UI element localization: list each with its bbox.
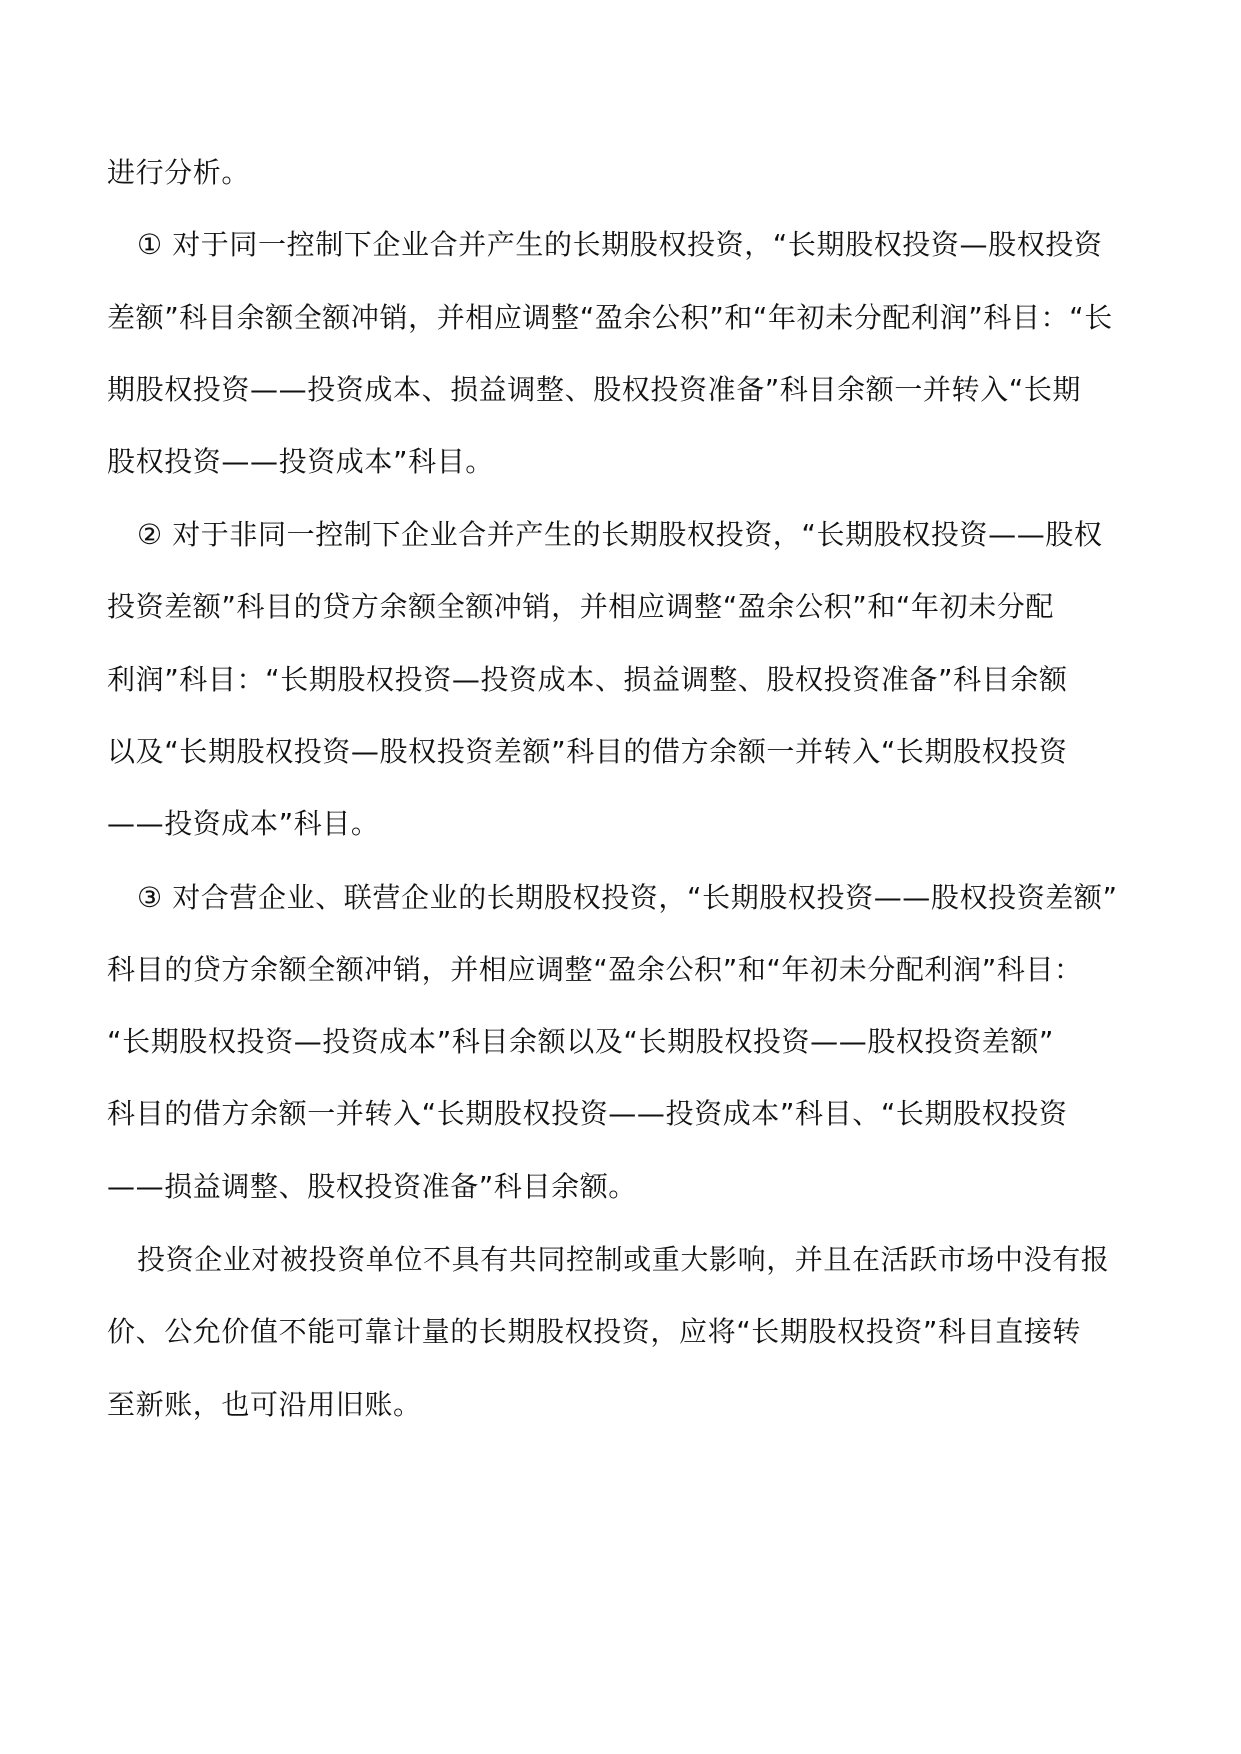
item-2-line-3: 利润”科目：“长期股权投资—投资成本、损益调整、股权投资准备”科目余额	[107, 663, 1068, 696]
closing-paragraph-line-2: 价、公允价值不能可靠计量的长期股权投资，应将“长期股权投资”科目直接转	[107, 1315, 1082, 1348]
item-1-line-4: 股权投资——投资成本”科目。	[107, 445, 494, 478]
item-3-line-1: ③ 对合营企业、联营企业的长期股权投资，“长期股权投资——股权投资差额”	[137, 881, 1118, 914]
item-2-line-1: ② 对于非同一控制下企业合并产生的长期股权投资，“长期股权投资——股权	[137, 518, 1103, 551]
item-3-line-2: 科目的贷方余额全额冲销，并相应调整“盈余公积”和“年初未分配利润”科目：	[107, 953, 1083, 986]
item-1-line-1: ① 对于同一控制下企业合并产生的长期股权投资，“长期股权投资—股权投资	[137, 228, 1103, 261]
item-3-line-3: “长期股权投资—投资成本”科目余额以及“长期股权投资——股权投资差额”	[107, 1025, 1055, 1058]
closing-paragraph-line-3: 至新账，也可沿用旧账。	[107, 1388, 422, 1421]
item-2-line-4: 以及“长期股权投资—股权投资差额”科目的借方余额一并转入“长期股权投资	[107, 735, 1068, 768]
closing-paragraph-line-1: 投资企业对被投资单位不具有共同控制或重大影响，并且在活跃市场中没有报	[137, 1243, 1110, 1276]
item-3-line-5: ——损益调整、股权投资准备”科目余额。	[107, 1170, 637, 1203]
item-1-line-3: 期股权投资——投资成本、损益调整、股权投资准备”科目余额一并转入“长期	[107, 373, 1082, 406]
text-line-1: 进行分析。	[107, 156, 251, 189]
item-2-line-2: 投资差额”科目的贷方余额全额冲销，并相应调整“盈余公积”和“年初未分配	[107, 590, 1055, 623]
item-3-line-4: 科目的借方余额一并转入“长期股权投资——投资成本”科目、“长期股权投资	[107, 1097, 1068, 1130]
item-2-line-5: ——投资成本”科目。	[107, 807, 380, 840]
item-1-line-2: 差额”科目余额全额冲销，并相应调整“盈余公积”和“年初未分配利润”科目：“长	[107, 301, 1113, 334]
